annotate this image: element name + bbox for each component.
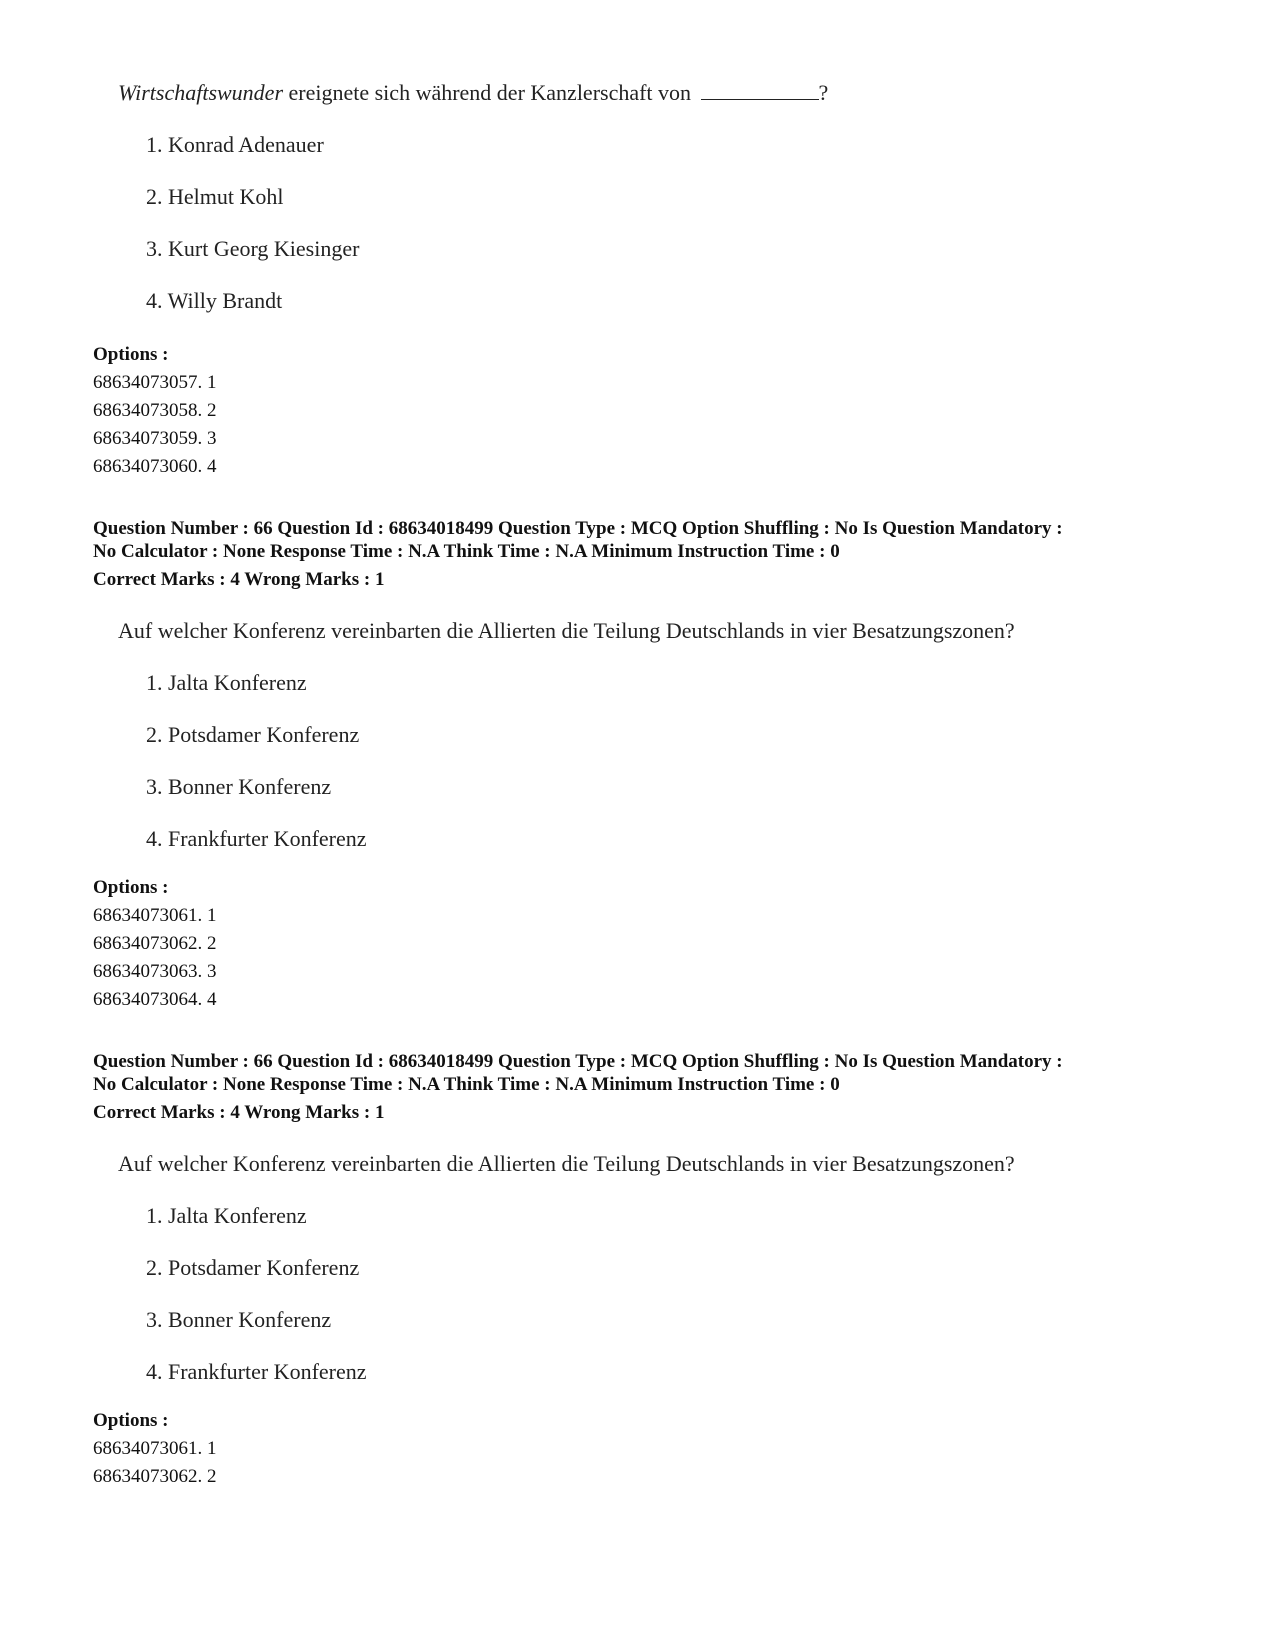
question-text: Auf welcher Konferenz vereinbarten die Allierten die Teilung Deutschlands in vier Besatzungszonen?	[118, 618, 1015, 643]
option-line: 68634073064. 4	[93, 989, 217, 1010]
option-line: 68634073061. 1	[93, 1438, 217, 1459]
question-text: Auf welcher Konferenz vereinbarten die Allierten die Teilung Deutschlands in vier Besatzungszonen?	[118, 1151, 1015, 1176]
choice-1: 1. Jalta Konferenz	[146, 670, 307, 695]
option-line: 68634073062. 2	[93, 933, 217, 954]
choice-1: 1. Jalta Konferenz	[146, 1203, 307, 1228]
option-line: 68634073057. 1	[93, 372, 217, 393]
options-label: Options :	[93, 1410, 169, 1431]
answer-blank	[701, 81, 819, 100]
question-meta-line-2: No Calculator : None Response Time : N.A Think Time : N.A Minimum Instruction Time : 0	[93, 1074, 840, 1095]
marks-line: Correct Marks : 4 Wrong Marks : 1	[93, 569, 385, 590]
question-text	[118, 80, 828, 106]
choice-3: 3. Bonner Konferenz	[146, 774, 332, 799]
choice-4: 4. Willy Brandt	[146, 288, 283, 313]
options-label: Options :	[93, 344, 169, 365]
options-label: Options :	[93, 877, 169, 898]
option-line: 68634073058. 2	[93, 400, 217, 421]
choice-2: 2. Helmut Kohl	[146, 184, 284, 209]
option-line: 68634073061. 1	[93, 905, 217, 926]
question-meta-line-1: Question Number : 66 Question Id : 68634018499 Question Type : MCQ Option Shuffling : No Is Question Mandatory :	[93, 518, 1063, 539]
question-meta-line-1: Question Number : 66 Question Id : 68634018499 Question Type : MCQ Option Shuffling : No Is Question Mandatory :	[93, 1051, 1063, 1072]
question-meta-line-2: No Calculator : None Response Time : N.A Think Time : N.A Minimum Instruction Time : 0	[93, 541, 840, 562]
choice-2: 2. Potsdamer Konferenz	[146, 722, 360, 747]
choice-3: 3. Bonner Konferenz	[146, 1307, 332, 1332]
option-line: 68634073060. 4	[93, 456, 217, 477]
option-line: 68634073063. 3	[93, 961, 217, 982]
option-line: 68634073059. 3	[93, 428, 217, 449]
choice-1: 1. Konrad Adenauer	[146, 132, 324, 157]
question-end: ?	[818, 80, 829, 105]
choice-3: 3. Kurt Georg Kiesinger	[146, 236, 360, 261]
choice-4: 4. Frankfurter Konferenz	[146, 1359, 367, 1384]
question-body: ereignete sich während der Kanzlerschaft von	[283, 80, 697, 105]
option-line: 68634073062. 2	[93, 1466, 217, 1487]
choice-4: 4. Frankfurter Konferenz	[146, 826, 367, 851]
marks-line: Correct Marks : 4 Wrong Marks : 1	[93, 1102, 385, 1123]
question-italic-term: Wirtschaftswunder	[118, 80, 284, 105]
choice-2: 2. Potsdamer Konferenz	[146, 1255, 360, 1280]
